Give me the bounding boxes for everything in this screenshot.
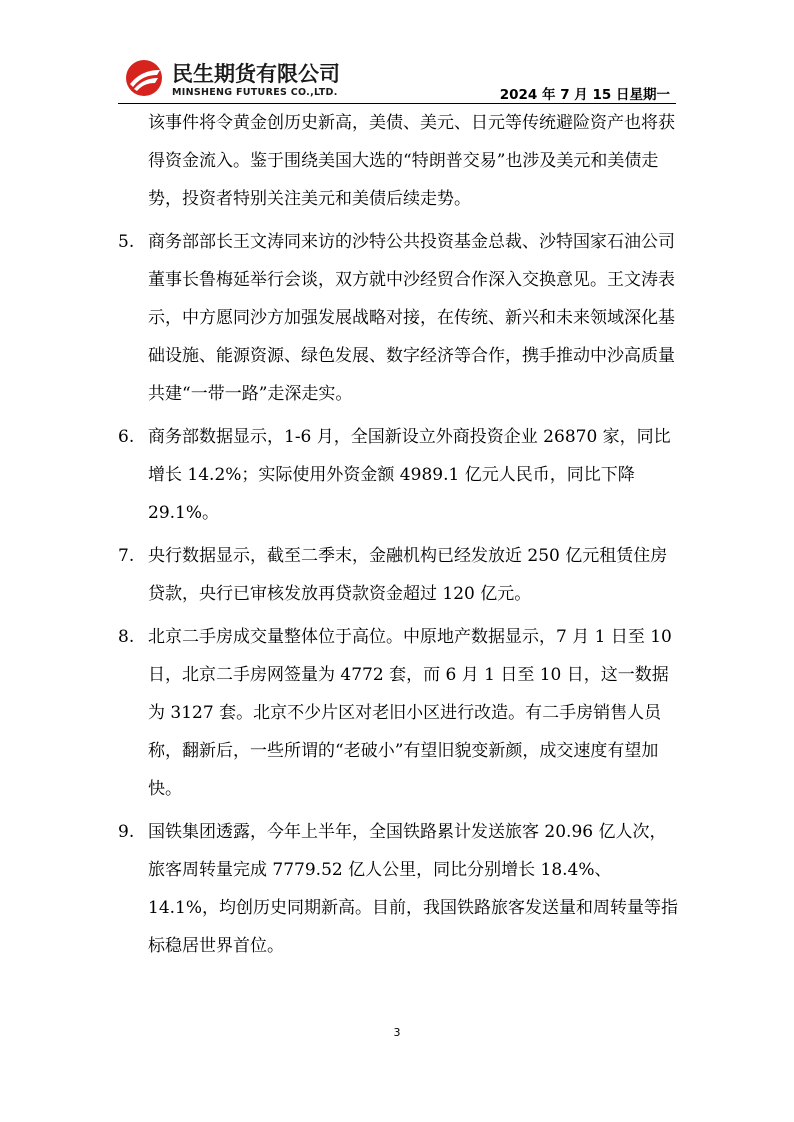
- item-text: 商务部数据显示，1-6 月，全国新设立外商投资企业 26870 家，同比增长 14.2%；实际使用外资金额 4989.1 亿元人民币，同比下降 29.1%。: [148, 427, 671, 523]
- news-item-6: [118, 418, 678, 532]
- company-name-cn: 民生期货有限公司: [172, 62, 340, 86]
- item-text: 商务部部长王文涛同来访的沙特公共投资基金总裁、沙特国家石油公司董事长鲁梅延举行会谈，双方就中沙经贸合作深入交换意见。王文涛表示，中方愿同沙方加强发展战略对接，在传统、新兴和未来领域深化基础设施、能源资源、绿色发展、数字经济等合作，携手推动中沙高质量共建“一带一路”走深走实。: [148, 232, 675, 404]
- page-header: [118, 52, 676, 104]
- item-number: 9.: [118, 822, 135, 842]
- report-date: 2024 年 7 月 15 日星期一: [499, 87, 670, 103]
- news-item-5: [118, 223, 678, 413]
- item-text: 国铁集团透露，今年上半年，全国铁路累计发送旅客 20.96 亿人次，旅客周转量完成 7779.52 亿人公里，同比分别增长 18.4%、14.1%，均创历史同期新高。目前，我国铁路旅客发送量和周转量等指标稳居世界首位。: [148, 822, 679, 956]
- item-text: 北京二手房成交量整体位于高位。中原地产数据显示，7 月 1 日至 10 日，北京二手房网签量为 4772 套，而 6 月 1 日至 10 日，这一数据为 3127 套。北京不少片区对老旧小区进行改造。有二手房销售人员称，翻新后，一些所谓的“老破小”有望旧貌变新颜，成交速度有望加快。: [148, 627, 672, 799]
- news-item-8: [118, 618, 678, 808]
- news-content: [118, 104, 678, 970]
- item-number: 8.: [118, 627, 135, 647]
- item-number: 7.: [118, 546, 135, 566]
- news-item-7: [118, 537, 678, 613]
- page-number: 3: [393, 1026, 401, 1039]
- item-text: 央行数据显示，截至二季末，金融机构已经发放近 250 亿元租赁住房贷款，央行已审核发放再贷款资金超过 120 亿元。: [148, 546, 668, 604]
- company-name-en: MINSHENG FUTURES CO.,LTD.: [172, 87, 338, 98]
- continuation-paragraph: [118, 104, 678, 218]
- item-number: 5.: [118, 232, 135, 252]
- news-item-9: [118, 813, 678, 965]
- item-number: 6.: [118, 427, 135, 447]
- paragraph-text: 该事件将令黄金创历史新高，美债、美元、日元等传统避险资产也将获得资金流入。鉴于围绕美国大选的“特朗普交易”也涉及美元和美债走势，投资者特别关注美元和美债后续走势。: [148, 113, 675, 209]
- company-logo: [124, 56, 364, 102]
- minsheng-logo-icon: [124, 58, 164, 98]
